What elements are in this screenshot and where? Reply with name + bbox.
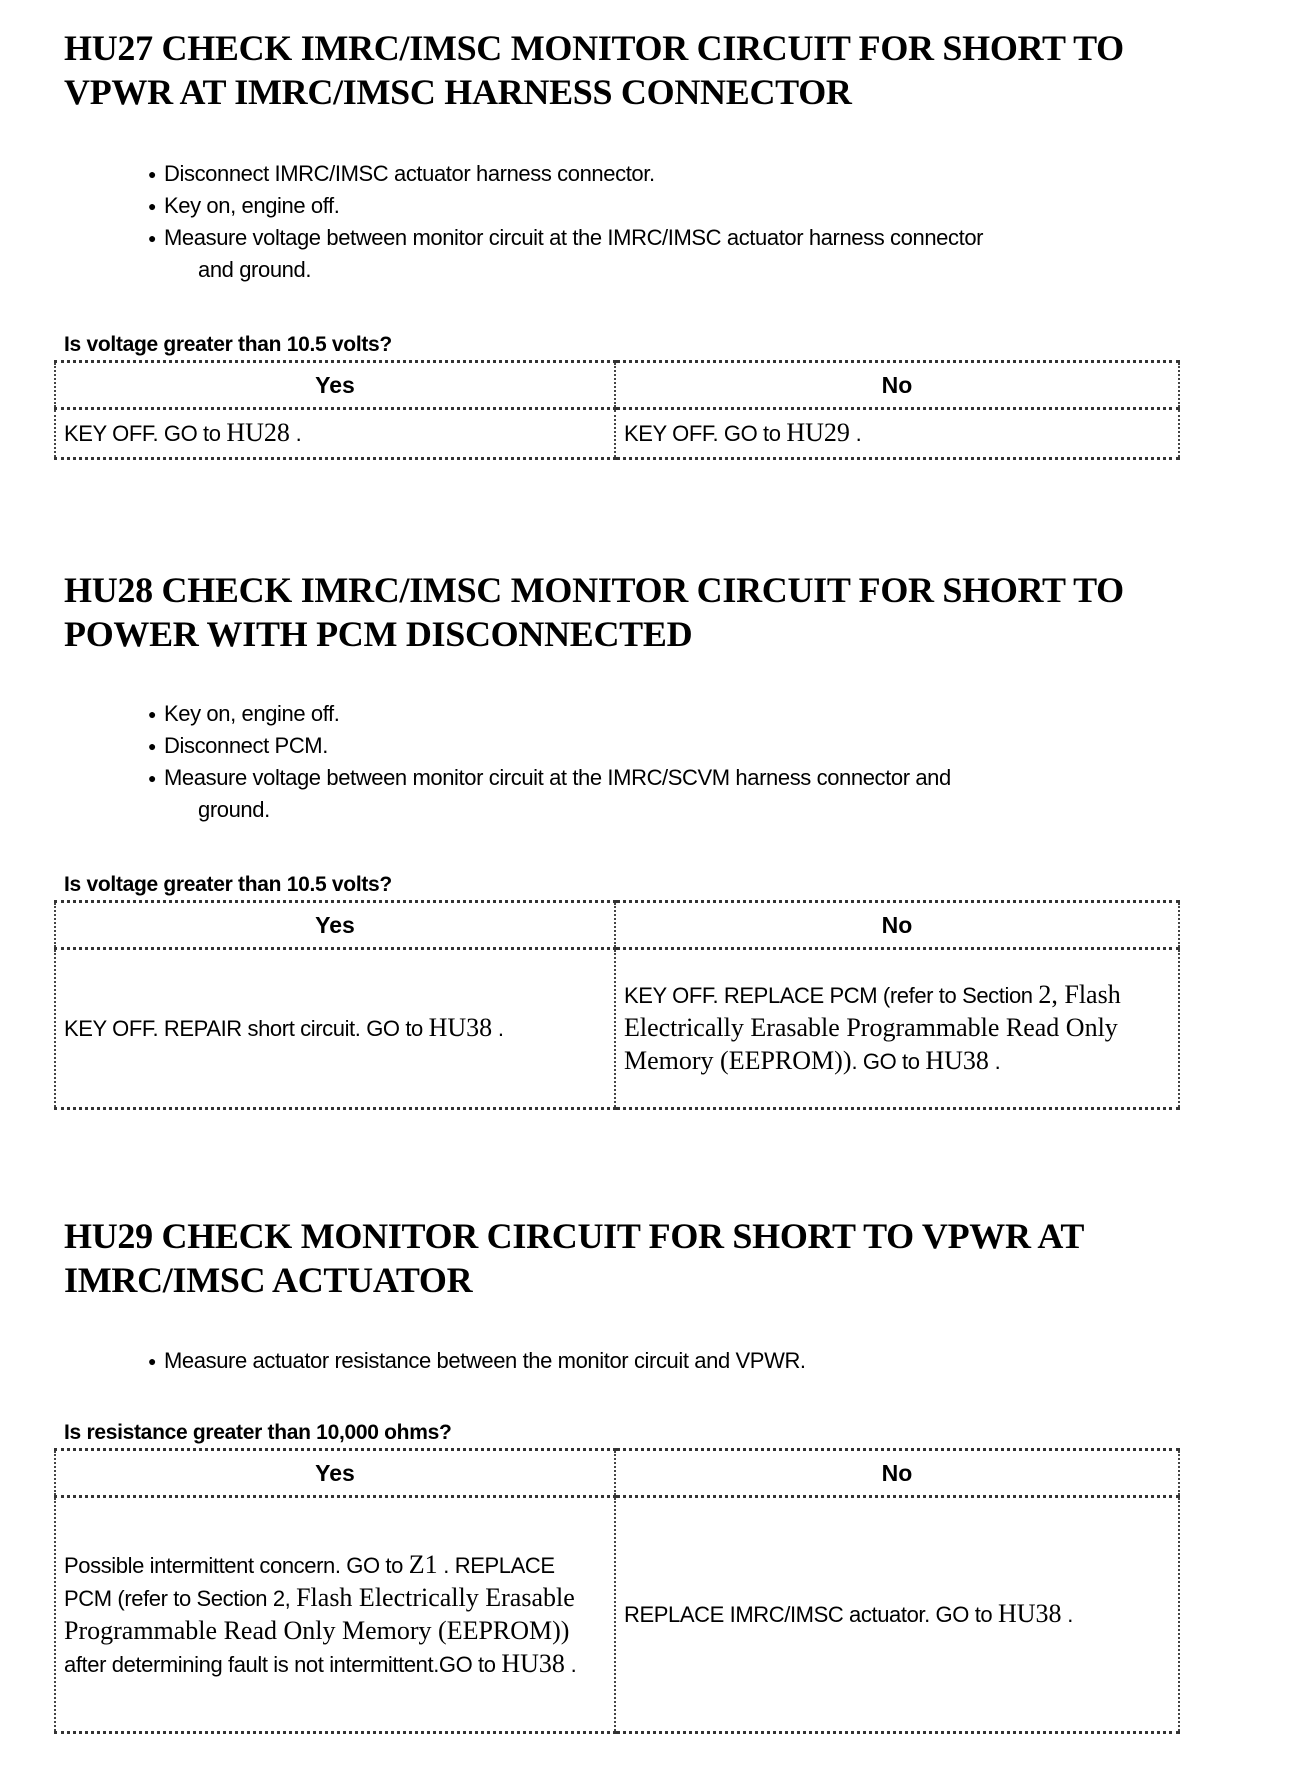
bullet-icon: ● (148, 230, 157, 246)
question-hu28: Is voltage greater than 10.5 volts? (64, 873, 392, 896)
punct: . (849, 421, 862, 446)
title-line-2: VPWR AT IMRC/IMSC HARNESS CONNECTOR (64, 72, 852, 112)
section-title-hu29 (64, 1214, 1224, 1302)
step-list-hu29 (148, 1345, 1312, 1377)
punct: . (1061, 1602, 1073, 1627)
decision-table-hu28 (54, 900, 1180, 1110)
action-text: after determining fault is not intermittent.GO to (64, 1651, 502, 1677)
link-hu28[interactable]: HU28 (226, 418, 290, 447)
yes-cell (55, 1497, 615, 1733)
step-item (148, 1345, 1312, 1377)
decision-table-hu27 (54, 360, 1180, 460)
yes-cell (55, 409, 615, 459)
table-header-row (55, 1450, 1179, 1497)
section-title-hu27 (64, 26, 1224, 114)
step-text: Disconnect PCM. (164, 733, 328, 758)
punct: . (492, 1016, 504, 1041)
title-line-2: POWER WITH PCM DISCONNECTED (64, 614, 693, 654)
section-hu28 (64, 568, 1224, 656)
section-title-hu28 (64, 568, 1224, 656)
no-cell (615, 949, 1179, 1109)
question-hu27: Is voltage greater than 10.5 volts? (64, 333, 392, 356)
step-item (148, 190, 1312, 222)
yes-header: Yes (55, 1450, 615, 1497)
title-line-1: HU28 CHECK IMRC/IMSC MONITOR CIRCUIT FOR SHORT TO (64, 570, 1124, 610)
title-line-2: IMRC/IMSC ACTUATOR (64, 1260, 473, 1300)
action-text: KEY OFF. GO to (624, 421, 787, 446)
bullet-icon: ● (148, 198, 157, 214)
step-list-hu28 (148, 698, 1312, 826)
step-text: Disconnect IMRC/IMSC actuator harness connector. (164, 161, 655, 186)
step-list-hu27 (148, 158, 1312, 286)
table-header-row (55, 362, 1179, 409)
bullet-icon: ● (148, 1353, 157, 1369)
table-row (55, 949, 1179, 1109)
no-header: No (615, 902, 1179, 949)
punct: . (289, 421, 302, 446)
link-hu29[interactable]: HU29 (786, 418, 850, 447)
link-hu38[interactable]: HU38 (428, 1013, 493, 1042)
action-text: KEY OFF. REPAIR short circuit. GO to (64, 1016, 429, 1041)
yes-cell (55, 949, 615, 1109)
step-item (148, 762, 1312, 826)
link-eeprom-section[interactable]: Flash Electrically Erasable Programmable Read Only Memory (EEPROM)) (64, 1582, 575, 1645)
table-row (55, 1497, 1179, 1733)
action-text: . GO to (851, 1049, 926, 1074)
no-cell (615, 1497, 1179, 1733)
bullet-icon: ● (148, 770, 157, 786)
table-row (55, 409, 1179, 459)
step-text: Key on, engine off. (164, 701, 340, 726)
action-text: KEY OFF. GO to (64, 421, 227, 446)
no-header: No (615, 1450, 1179, 1497)
section-hu27 (64, 26, 1224, 114)
title-line-1: HU27 CHECK IMRC/IMSC MONITOR CIRCUIT FOR SHORT TO (64, 28, 1124, 68)
step-item (148, 222, 1312, 286)
step-text: Measure actuator resistance between the monitor circuit and VPWR. (164, 1348, 806, 1373)
step-item (148, 698, 1312, 730)
action-text: . REPLACE PCM (refer to Section 2, (64, 1552, 555, 1611)
link-eeprom-section[interactable]: 2, Flash Electrically Erasable Programmable Read Only Memory (EEPROM)) (624, 980, 1121, 1075)
action-text: REPLACE IMRC/IMSC actuator. GO to (624, 1602, 998, 1627)
link-hu38[interactable]: HU38 (997, 1599, 1062, 1628)
decision-table-hu29 (54, 1448, 1180, 1734)
step-text-continuation: ground. (198, 797, 270, 822)
step-item (148, 158, 1312, 190)
no-cell (615, 409, 1179, 459)
bullet-icon: ● (148, 166, 157, 182)
title-line-1: HU29 CHECK MONITOR CIRCUIT FOR SHORT TO VPWR AT (64, 1216, 1085, 1256)
table-header-row (55, 902, 1179, 949)
yes-header: Yes (55, 902, 615, 949)
link-z1[interactable]: Z1 (408, 1549, 438, 1579)
link-hu38[interactable]: HU38 (501, 1648, 565, 1678)
step-text: Measure voltage between monitor circuit at the IMRC/SCVM harness connector and (164, 765, 951, 790)
no-header: No (615, 362, 1179, 409)
bullet-icon: ● (148, 706, 157, 722)
step-text: Key on, engine off. (164, 193, 340, 218)
step-item (148, 730, 1312, 762)
action-text: Possible intermittent concern. GO to (64, 1552, 409, 1578)
step-text: Measure voltage between monitor circuit at the IMRC/IMSC actuator harness connector (164, 225, 984, 250)
yes-header: Yes (55, 362, 615, 409)
step-text-continuation: and ground. (198, 257, 312, 282)
punct: . (988, 1049, 1001, 1074)
punct: . (564, 1651, 577, 1677)
bullet-icon: ● (148, 738, 157, 754)
section-hu29 (64, 1214, 1224, 1302)
action-text: KEY OFF. REPLACE PCM (refer to Section (624, 983, 1039, 1008)
question-hu29: Is resistance greater than 10,000 ohms? (64, 1421, 452, 1444)
link-hu38[interactable]: HU38 (925, 1046, 989, 1075)
